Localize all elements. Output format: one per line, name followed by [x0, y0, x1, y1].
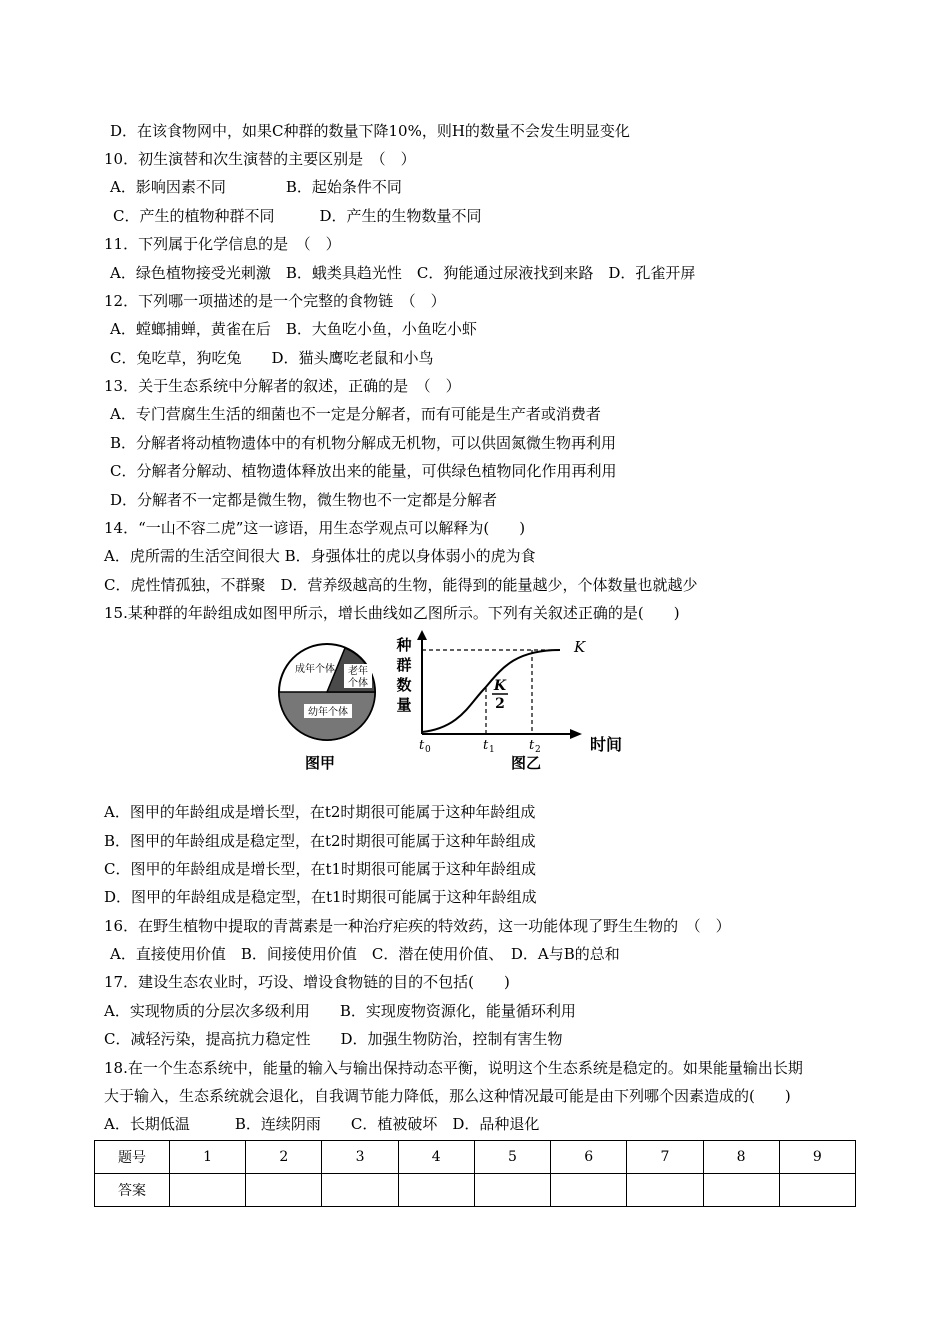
q12-options-ab: A．螳螂捕蝉，黄雀在后 B．大鱼吃小鱼，小鱼吃小虾 — [110, 320, 477, 338]
t0-subscript: 0 — [425, 745, 431, 755]
table-number-6: 6 — [551, 1141, 627, 1174]
answer-cell-2[interactable] — [246, 1174, 322, 1207]
q13-option-c: C．分解者分解动、植物遗体释放出来的能量，可供绿色植物同化作用再利用 — [110, 462, 617, 480]
answer-table-header-row — [95, 1141, 856, 1174]
answer-cell-9[interactable] — [779, 1174, 855, 1207]
q13-option-a: A．专门营腐生生活的细菌也不一定是分解者，而有可能是生产者或消费者 — [110, 405, 601, 423]
q12-stem: 12．下列哪一项描述的是一个完整的食物链 （ ） — [104, 292, 446, 310]
q15-stem: 15.某种群的年龄组成如图甲所示，增长曲线如乙图所示。下列有关叙述正确的是( ) — [104, 604, 680, 622]
t1-subscript: 1 — [489, 745, 495, 755]
answer-table — [94, 1140, 856, 1207]
table-number-4: 4 — [398, 1141, 474, 1174]
pie-label-old-2: 个体 — [348, 678, 368, 689]
q16-stem: 16．在野生植物中提取的青蒿素是一种治疗疟疾的特效药，这一功能体现了野生生物的 （ ） — [104, 917, 731, 935]
table-number-5: 5 — [474, 1141, 550, 1174]
q18-stem-line1: 18.在一个生态系统中，能量的输入与输出保持动态平衡，说明这个生态系统是稳定的。如果能量输出长期 — [104, 1059, 803, 1077]
answer-cell-7[interactable] — [627, 1174, 703, 1207]
pie-label-old-1: 老年 — [348, 666, 368, 677]
q14-stem: 14．“一山不容二虎”这一谚语，用生态学观点可以解释为( ) — [104, 519, 526, 537]
table-number-8: 8 — [703, 1141, 779, 1174]
q17-options-cd: C．减轻污染，提高抗力稳定性 D．加强生物防治，控制有害生物 — [104, 1030, 563, 1048]
table-number-3: 3 — [322, 1141, 398, 1174]
answer-cell-5[interactable] — [474, 1174, 550, 1207]
q10-options-ab: A．影响因素不同 B．起始条件不同 — [110, 178, 402, 196]
answer-cell-4[interactable] — [398, 1174, 474, 1207]
table-number-2: 2 — [246, 1141, 322, 1174]
k-half-numerator: K — [493, 678, 507, 694]
pie-label-adult: 成年个体 — [295, 664, 335, 675]
q15-option-a: A．图甲的年龄组成是增长型，在t2时期很可能属于这种年龄组成 — [104, 803, 536, 821]
table-number-9: 9 — [779, 1141, 855, 1174]
answer-cell-3[interactable] — [322, 1174, 398, 1207]
s-curve — [422, 650, 560, 732]
q14-options-cd: C．虎性情孤独，不群聚 D．营养级越高的生物，能得到的能量越少，个体数量也就越少 — [104, 576, 698, 594]
answer-cell-6[interactable] — [551, 1174, 627, 1207]
y-label-1: 种 — [396, 636, 412, 654]
q10-stem: 10．初生演替和次生演替的主要区别是 （ ） — [104, 150, 416, 168]
x-axis-arrow — [570, 729, 582, 739]
q15-option-b: B．图甲的年龄组成是稳定型，在t2时期很可能属于这种年龄组成 — [104, 832, 536, 850]
t2-label: t — [529, 738, 535, 753]
answer-cell-1[interactable] — [170, 1174, 246, 1207]
t2-subscript: 2 — [535, 745, 541, 755]
q14-options-ab: A．虎所需的生活空间很大 B．身强体壮的虎以身体弱小的虎为食 — [104, 547, 536, 565]
y-axis-arrow — [417, 630, 427, 640]
answer-table-answer-row — [95, 1174, 856, 1207]
growth-curve — [395, 630, 622, 772]
q15-option-c: C．图甲的年龄组成是增长型，在t1时期很可能属于这种年龄组成 — [104, 860, 537, 878]
curve-caption: 图乙 — [510, 754, 542, 772]
q15-option-d: D．图甲的年龄组成是稳定型，在t1时期很可能属于这种年龄组成 — [104, 888, 537, 906]
q11-stem: 11．下列属于化学信息的是 （ ） — [104, 235, 341, 253]
answer-cell-8[interactable] — [703, 1174, 779, 1207]
t0-label: t — [419, 738, 425, 753]
x-label: 时间 — [589, 735, 623, 754]
k-half-denominator: 2 — [495, 696, 505, 712]
pie-caption: 图甲 — [304, 754, 336, 772]
t1-label: t — [483, 738, 489, 753]
pie-label-young: 幼年个体 — [308, 707, 348, 718]
q18-stem-line2: 大于输入，生态系统就会退化，自我调节能力降低，那么这种情况最可能是由下列哪个因素造成的( ) — [104, 1087, 791, 1105]
q17-stem: 17．建设生态农业时，巧设、增设食物链的目的不包括( ) — [104, 973, 510, 991]
q13-stem: 13．关于生态系统中分解者的叙述，正确的是 （ ） — [104, 377, 461, 395]
age-structure-pie — [279, 644, 375, 772]
y-label-2: 群 — [396, 656, 412, 674]
q9-option-d: D．在该食物网中，如果C种群的数量下降10%，则H的数量不会发生明显变化 — [110, 122, 630, 140]
q18-options: A．长期低温 B．连续阴雨 C．植被破坏 D．品种退化 — [104, 1115, 540, 1133]
table-number-7: 7 — [627, 1141, 703, 1174]
q17-options-ab: A．实现物质的分层次多级利用 B．实现废物资源化，能量循环利用 — [104, 1002, 576, 1020]
table-answer-label: 答案 — [95, 1174, 170, 1207]
q11-options: A．绿色植物接受光刺激 B．蛾类具趋光性 C．狗能通过尿液找到来路 D．孔雀开屏 — [110, 264, 696, 282]
q16-options: A．直接使用价值 B．间接使用价值 C．潜在使用价值、 D．A与B的总和 — [110, 945, 620, 963]
table-header-label: 题号 — [95, 1141, 170, 1174]
y-label-4: 量 — [396, 696, 412, 714]
q12-options-cd: C．兔吃草，狗吃兔 D．猫头鹰吃老鼠和小鸟 — [110, 349, 434, 367]
table-number-1: 1 — [170, 1141, 246, 1174]
k-label: K — [574, 638, 586, 656]
y-label-3: 数 — [396, 676, 412, 694]
q15-figure — [270, 628, 640, 778]
q13-option-d: D．分解者不一定都是微生物，微生物也不一定都是分解者 — [110, 491, 498, 509]
q10-options-cd: C．产生的植物种群不同 D．产生的生物数量不同 — [113, 207, 482, 225]
q13-option-b: B．分解者将动植物遗体中的有机物分解成无机物，可以供固氮微生物再利用 — [110, 434, 617, 452]
